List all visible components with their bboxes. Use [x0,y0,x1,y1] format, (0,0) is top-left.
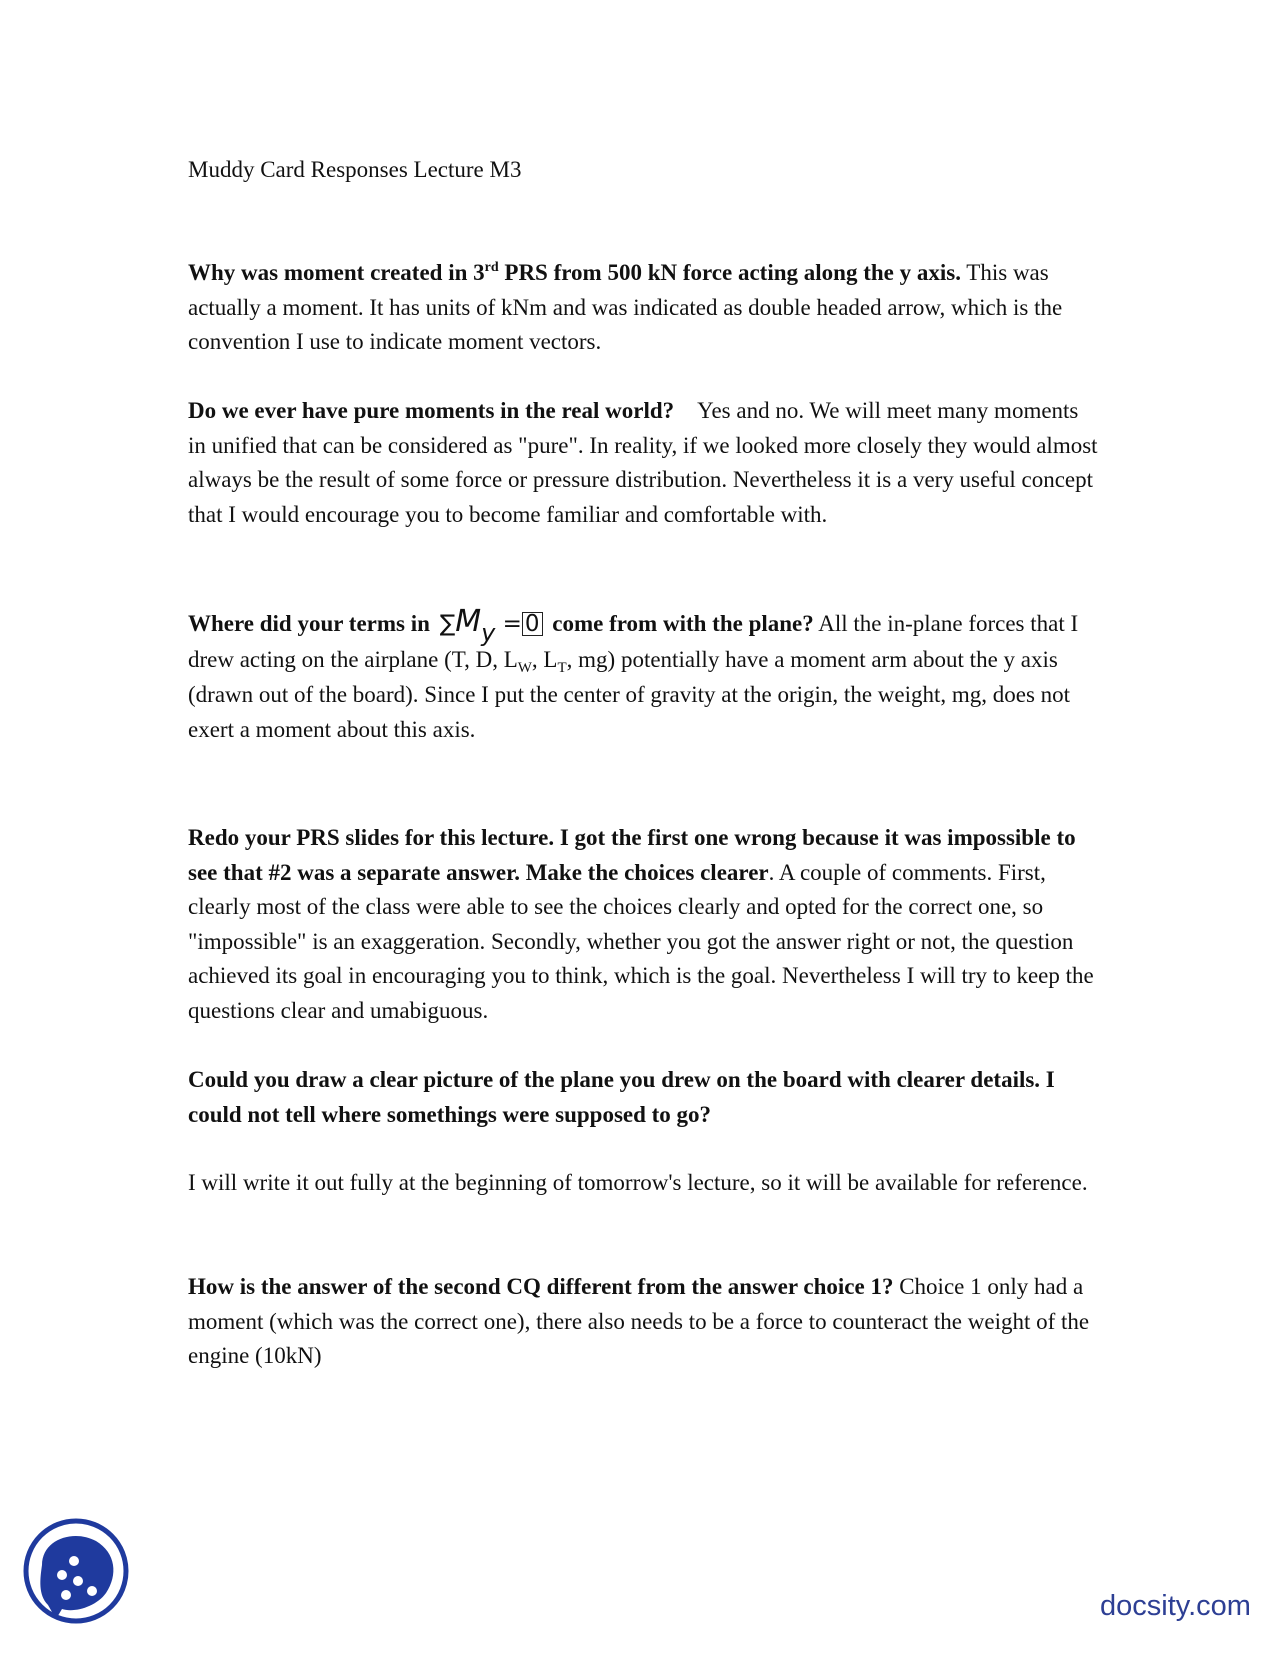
q2-paragraph [188,394,1098,532]
formula-y-subscript: y [481,619,496,647]
q6-answer: Choice 1 only had a moment (which was the correct one), there also needs to be a force to counteract the weight of the engine (10kN) [188,1274,1090,1368]
q3-question-pre: Where did your terms in [188,611,430,636]
q1-question [188,260,961,285]
q5-question: Could you draw a clear picture of the plane you drew on the board with clearer details. I could not tell where somethings were supposed to go? [188,1067,1055,1127]
q6-question: How is the answer of the second CQ different from the answer choice 1? [188,1274,894,1299]
q1-answer: This was actually a moment. It has units of kNm and was indicated as double headed arrow, which is the convention I use to indicate moment vectors. [188,260,1063,354]
formula-equals: = [502,611,522,637]
q3-question [188,604,814,647]
formula-moment-symbol: M [455,604,482,639]
q1-paragraph [188,256,1098,360]
q2-question: Do we ever have pure moments in the real world? [188,398,675,423]
q1-question-pre: Why was moment created in 3 [188,260,485,285]
moment-sum-formula [439,604,543,647]
q3-answer-b: , L [531,647,558,672]
docsity-logo-icon[interactable] [22,1515,130,1627]
q3-subscript-w: W [517,660,532,676]
formula-sum-symbol: ∑ [439,611,456,637]
formula-zero: 0 [522,612,543,636]
q2-answer: Yes and no. We will meet many moments in unified that can be considered as "pure". In reality, if we looked more closely they would almost always be the result of some force or pressure distribution. Nevertheless it is a very useful concept that I would encourage you to become familiar and comfortable with. [188,398,1098,527]
q3-subscript-t: T [557,660,567,676]
q4-paragraph [188,821,1098,1028]
q3-answer-a: All the in-plane forces that I drew acting on the airplane (T, D, L [188,611,1079,672]
q1-question-superscript: rd [484,260,499,275]
q4-answer: . A couple of comments. First, clearly most of the class were able to see the choices clearly and opted for the correct one, so "impossible" is an exaggeration. Secondly, whether you got the answer right or not, the question achieved its goal in encouraging you to think, which is the goal. Nevertheless I will try to keep the questions clear and umabiguous. [188,859,1094,1023]
q5-answer-paragraph [188,1166,1098,1201]
q1-question-post: PRS from 500 kN force acting along the y axis. [498,260,961,285]
q4-question: Redo your PRS slides for this lecture. I got the first one wrong because it was impossible to see that #2 was a separate answer. Make the choices clearer [188,825,1076,885]
q3-question-post: come from with the plane? [552,611,814,636]
q3-answer-c: , mg) potentially have a moment arm about the y axis (drawn out of the board). Since I put the center of gravity at the origin, the weight, mg, does not exert a moment about this axis. [188,647,1071,742]
q5-question-paragraph [188,1063,1098,1132]
q5-answer: I will write it out fully at the beginning of tomorrow's lecture, so it will be available for reference. [188,1170,1088,1195]
q6-paragraph [188,1270,1098,1374]
docsity-brand-link[interactable]: docsity.com [1100,1590,1251,1622]
document-title: Muddy Card Responses Lecture M3 [188,157,522,182]
q3-paragraph [188,604,1098,747]
